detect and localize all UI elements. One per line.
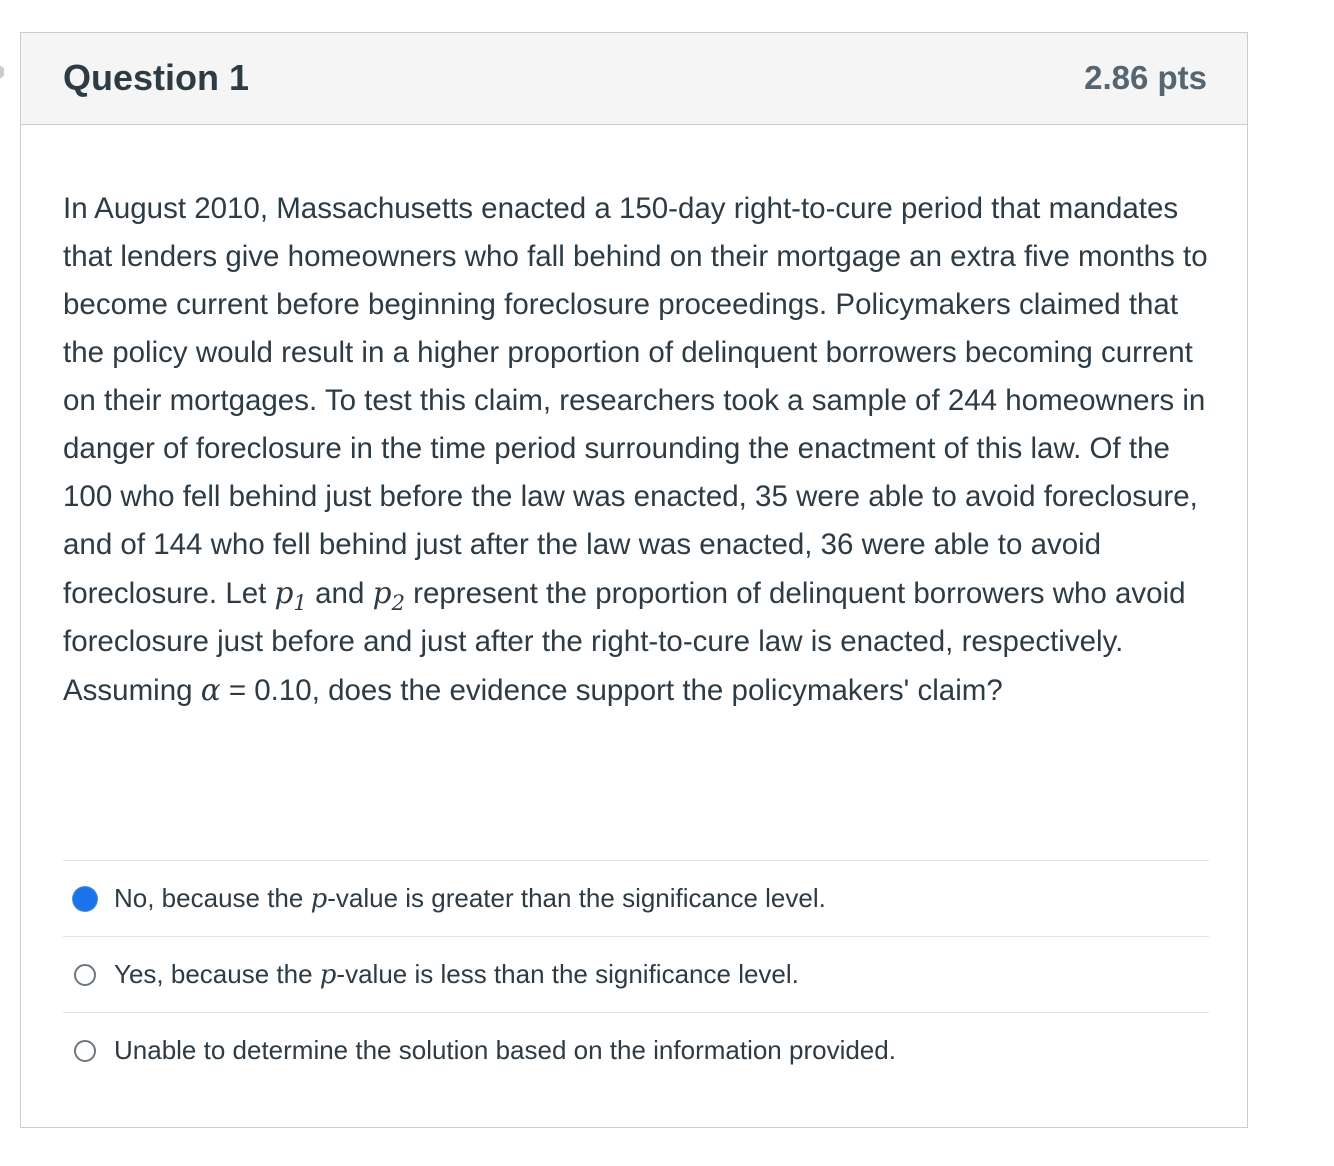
question-text bbox=[63, 185, 1213, 715]
answer-list bbox=[63, 860, 1209, 1088]
p1-variable: $p_1$ bbox=[274, 576, 307, 616]
question-header bbox=[21, 33, 1247, 125]
question-points: 2.86 pts bbox=[1084, 59, 1207, 96]
question-title: Question 1 bbox=[63, 57, 250, 98]
question-text-part-2: and bbox=[306, 577, 373, 610]
question-text-part-4: = 0.10, does the evidence support the policymakers' claim? bbox=[220, 674, 1003, 707]
edge-marker bbox=[0, 66, 4, 78]
answer-option-1[interactable] bbox=[63, 860, 1209, 936]
question-text-part-3: represent the proportion of delinquent borrowers who avoid foreclosure just before and just after the right-to-cure law is enacted, respectively. Assuming bbox=[63, 577, 1186, 707]
answer-option-label[interactable]: No, because the p-value is greater than the significance level. bbox=[114, 883, 826, 914]
answer-option-2[interactable] bbox=[63, 936, 1209, 1012]
radio-unselected-icon[interactable] bbox=[74, 964, 96, 986]
answer-option-label[interactable]: Yes, because the p-value is less than the significance level. bbox=[114, 959, 799, 990]
p2-variable: $p_2$ bbox=[372, 576, 405, 616]
radio-unselected-icon[interactable] bbox=[74, 1040, 96, 1062]
answer-option-3[interactable] bbox=[63, 1012, 1209, 1088]
question-card bbox=[20, 32, 1248, 1128]
radio-selected-icon[interactable] bbox=[73, 887, 97, 911]
alpha-symbol: α bbox=[200, 673, 221, 707]
answer-option-label[interactable]: Unable to determine the solution based on the information provided. bbox=[114, 1035, 896, 1065]
question-text-part-1: In August 2010, Massachusetts enacted a 150-day right-to-cure period that mandates that lenders give homeowners who fall behind on their mortgage an extra five months to become current before beginning foreclosure proceedings. Policymakers claimed that the policy would result in a higher proportion of delinquent borrowers becoming current on their mortgages. To test this claim, researchers took a sample of 244 homeowners in danger of foreclosure in the time period surrounding the enactment of this law. Of the 100 who fell behind just before the law was enacted, 35 were able to avoid foreclosure, and of 144 who fell behind just after the law was enacted, 36 were able to avoid foreclosure. Let bbox=[63, 192, 1208, 610]
